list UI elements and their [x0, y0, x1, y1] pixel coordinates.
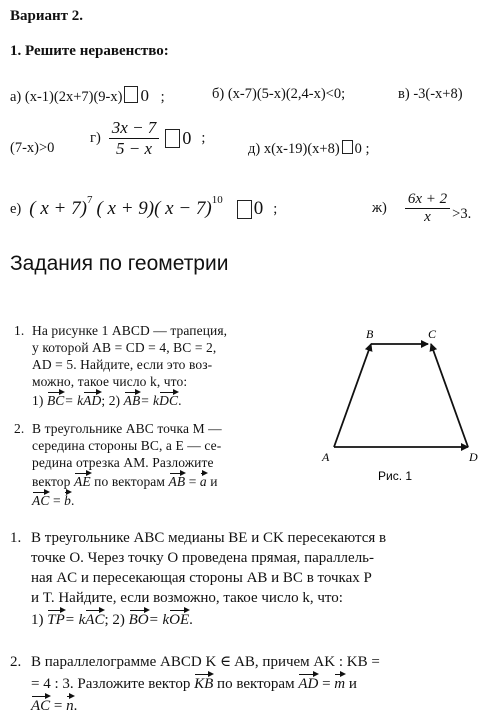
coef-k: = k	[64, 393, 84, 408]
sep-g: ;	[201, 129, 206, 146]
geo-a-task2-line1: В треугольнике ABC точка M —	[32, 421, 222, 436]
missing-symbol-box	[124, 86, 138, 103]
geo-b-task2-end: .	[73, 698, 78, 714]
vector-ac: AC	[32, 493, 50, 508]
fraction-zh-den: x	[424, 208, 431, 225]
geo-b-task1-number: 1.	[10, 530, 22, 546]
vector-ad: AD	[298, 676, 319, 692]
word-by-vectors: по векторам	[94, 474, 166, 489]
label-g: г)	[90, 129, 101, 146]
vector-m: m	[334, 676, 346, 692]
vector-n: n	[66, 698, 74, 714]
expr-c: -3(-х+8)	[413, 86, 463, 102]
geo-b-task2-line1: В параллелограмме ABCD K ∈ AB, причем AK : KB =	[31, 654, 380, 670]
rhs-zh: >3.	[452, 205, 472, 222]
coef-k: = k	[148, 612, 170, 628]
rhs-a: 0	[140, 86, 149, 105]
vector-bc: BC	[46, 393, 65, 408]
missing-symbol-box	[165, 129, 180, 148]
missing-symbol-box	[237, 200, 252, 219]
expr-e-part2: ( x + 9)( x − 7)	[96, 198, 212, 219]
inequality-zh	[372, 180, 471, 236]
inequality-a	[10, 86, 165, 106]
vector-b: b	[64, 493, 71, 508]
label-b: б)	[212, 86, 225, 102]
inequality-b	[212, 86, 345, 103]
vector-kb: KB	[194, 676, 214, 692]
geo-a-task2-line3: редина отрезка AM. Разложите	[32, 455, 214, 470]
inequality-g	[90, 112, 205, 164]
inequality-c-cont: (7-х)>0	[10, 140, 55, 156]
geo-b-task1-line2: точке O. Через точку O проведена прямая, параллель-	[31, 550, 375, 566]
vector-ac: AC	[85, 612, 105, 628]
inequality-e	[10, 193, 277, 225]
inequality-c	[398, 86, 463, 103]
label-c: в)	[398, 86, 410, 102]
fraction-g-den: 5 − x	[116, 138, 153, 158]
label-zh: ж)	[372, 199, 387, 216]
vector-tp: TP	[47, 612, 65, 628]
equals-sign: =	[322, 676, 331, 692]
rhs-d: 0 ;	[354, 141, 370, 157]
vector-ab: AB	[168, 474, 186, 489]
fraction-zh	[405, 191, 450, 226]
vector-oe: OE	[169, 612, 190, 628]
geo-b-task2	[10, 652, 380, 716]
vector-dc: DC	[159, 393, 179, 408]
geo-a-task2-line4	[32, 473, 222, 490]
geo-a-task1	[14, 322, 227, 409]
geo-a-task1-line5	[32, 392, 227, 409]
geo-a-task1-line3: AD = 5. Найдите, если это воз-	[32, 357, 213, 372]
geo-a-task1-part1-label: 1)	[32, 393, 44, 408]
geometry-title: Задания по геометрии	[10, 252, 229, 275]
label-a: а)	[10, 89, 22, 105]
equals-sign: =	[188, 474, 197, 489]
vector-ab: AB	[123, 393, 141, 408]
geo-b-task2-number: 2.	[10, 654, 22, 670]
word-vector: вектор	[32, 474, 71, 489]
word-by-vectors: по векторам	[217, 676, 295, 692]
vertex-b-label: B	[366, 327, 374, 341]
geo-a-task1-line2: у которой AB = CD = 4, BC = 2,	[32, 340, 217, 355]
figure-caption: Рис. 1	[378, 469, 413, 483]
geo-a-task2-end: .	[71, 493, 75, 508]
geo-a-task2-line5	[32, 492, 222, 509]
geo-a-task1-number: 1.	[14, 323, 25, 338]
geo-b-task1-part1-label: 1)	[31, 612, 44, 628]
word-and: и	[348, 676, 357, 692]
geo-a-task1-sep: ; 2)	[101, 393, 121, 408]
rhs-g: 0	[182, 127, 192, 148]
geo-b-task1	[10, 528, 386, 630]
geo-a-task2-line2: середина стороны BC, а E — се-	[32, 438, 222, 453]
sep-e: ;	[273, 200, 278, 217]
expr-b: (х-7)(5-х)(2,4-х)<0;	[227, 86, 346, 102]
geo-a-task1-line4: можно, такое число k, что:	[32, 374, 188, 389]
coef-k: = k	[64, 612, 86, 628]
geo-b-task2-ratio-text: = 4 : 3. Разложите вектор	[31, 676, 191, 692]
sep-a: ;	[160, 89, 165, 105]
fraction-g	[109, 118, 160, 159]
geo-a-task1-end: .	[178, 393, 182, 408]
expr-a: (х-1)(2х+7)(9-х)	[24, 89, 123, 105]
expr-d: х(х-19)(х+8)	[263, 141, 340, 157]
inequality-d	[248, 140, 370, 158]
geo-a-task2	[14, 420, 222, 509]
vector-bo: BO	[128, 612, 149, 628]
fraction-zh-num: 6x + 2	[405, 191, 450, 209]
expr-e-part1: ( x + 7)	[29, 198, 87, 219]
trapezoid-figure	[318, 322, 490, 494]
missing-symbol-box	[342, 140, 353, 154]
equals-sign: =	[52, 493, 61, 508]
exp-e-1: 7	[86, 194, 93, 206]
fraction-g-num: 3x − 7	[109, 118, 160, 139]
geo-b-task2-line3	[31, 696, 380, 716]
rhs-e: 0	[253, 198, 264, 219]
exp-e-2: 10	[211, 194, 223, 206]
vector-ad: AD	[83, 393, 102, 408]
variant-title: Вариант 2.	[10, 8, 84, 24]
vector-ae: AE	[73, 474, 91, 489]
geo-b-task2-line2	[31, 674, 380, 694]
equals-sign: =	[53, 698, 63, 714]
vector-a: a	[199, 474, 207, 489]
vector-dc-arrow	[431, 344, 468, 447]
vertex-a-label: A	[322, 450, 330, 464]
geo-b-task1-line4: и T. Найдите, если возможно, такое число k, что:	[31, 590, 343, 606]
label-d: д)	[248, 141, 261, 157]
label-e: е)	[10, 200, 22, 217]
vertex-d-label: D	[469, 450, 478, 464]
word-and: и	[210, 474, 218, 489]
coef-k: = k	[140, 393, 160, 408]
geo-b-task1-line3: ная AC и пересекающая стороны AB и BC в точках P	[31, 570, 372, 586]
task1-heading: 1. Решите неравенство:	[10, 43, 169, 59]
geo-b-task1-line1: В треугольнике ABC медианы BE и CK пересекаются в	[31, 530, 387, 546]
geo-b-task1-line5	[31, 610, 386, 630]
geo-a-task1-line1: На рисунке 1 ABCD — трапеция,	[32, 323, 228, 338]
vector-ab-arrow	[334, 344, 371, 447]
geo-b-task1-sep: ; 2)	[104, 612, 125, 628]
vertex-c-label: C	[428, 327, 437, 341]
vector-ac: AC	[31, 698, 51, 714]
geo-a-task2-number: 2.	[14, 421, 25, 436]
geo-b-task1-end: .	[189, 612, 193, 628]
